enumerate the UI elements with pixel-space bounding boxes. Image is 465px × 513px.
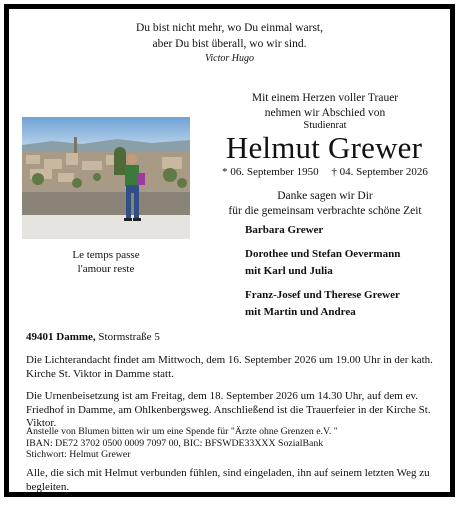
mourning-intro <box>205 91 445 121</box>
address-street: Stormstraße 5 <box>98 331 160 343</box>
donation-line-1: Anstelle von Blumen bitten wir um eine Spende für "Ärzte ohne Grenzen e.V. " <box>26 426 338 437</box>
family-member: mit Martin und Andrea <box>245 306 356 318</box>
deceased-name: Helmut Grewer <box>225 130 423 165</box>
caption-line-1: Le temps passe <box>72 249 140 261</box>
photo-caption <box>22 248 190 276</box>
family-member: Dorothee und Stefan Oevermann <box>245 247 401 260</box>
donation-info <box>26 426 454 461</box>
death-date: † 04. September 2026 <box>331 166 428 178</box>
intro-line-2: nehmen wir Abschied von <box>264 107 386 119</box>
thanks-line-1: Danke sagen wir Dir <box>277 190 373 202</box>
obituary-frame <box>4 4 455 497</box>
quote-line-1: Du bist nicht mehr, wo Du einmal warst, <box>135 22 324 34</box>
quote-author: Victor Hugo <box>205 53 254 64</box>
thanks-text <box>205 189 445 218</box>
intro-line-1: Mit einem Herzen voller Trauer <box>251 92 399 104</box>
address-city: 49401 Damme, <box>26 331 96 343</box>
deceased-title: Studienrat <box>303 120 347 131</box>
vigil-paragraph: Die Lichterandacht findet am Mittwoch, dem 16. September 2026 um 19.00 Uhr in der kath. Kirche St. Viktor in Damme statt. <box>26 354 433 380</box>
burial-paragraph: Die Urnenbeisetzung ist am Freitag, dem 18. September 2026 um 14.30 Uhr, auf dem ev. Friedhof in Damme, am Ohlkenbergsweg. Anschließend ist die Trauerfeier in der Kirche St. Viktor. <box>26 390 431 429</box>
quote-line-2: aber Du bist überall, wo wir sind. <box>152 37 307 50</box>
life-dates <box>205 166 445 178</box>
caption-line-2: l'amour reste <box>77 263 135 275</box>
family-member: mit Karl und Julia <box>245 265 333 277</box>
thanks-line-2: für die gemeinsam verbrachte schöne Zeit <box>228 204 422 217</box>
donation-line-2: IBAN: DE72 3702 0500 0009 7097 00, BIC: BFSWDE33XXX SozialBank <box>26 437 324 449</box>
family-member: Barbara Grewer <box>245 224 324 236</box>
family-list <box>245 222 400 322</box>
closing-paragraph: Alle, die sich mit Helmut verbunden fühlen, sind eingeladen, ihn auf seinem letzten Weg zu begleiten. <box>26 467 430 493</box>
portrait-photo <box>22 117 190 239</box>
donation-line-3: Stichwort: Helmut Grewer <box>26 449 131 460</box>
mourning-address <box>26 331 160 343</box>
family-member: Franz-Josef und Therese Grewer <box>245 288 400 301</box>
birth-date: * 06. September 1950 <box>222 166 319 178</box>
quote <box>9 21 450 66</box>
